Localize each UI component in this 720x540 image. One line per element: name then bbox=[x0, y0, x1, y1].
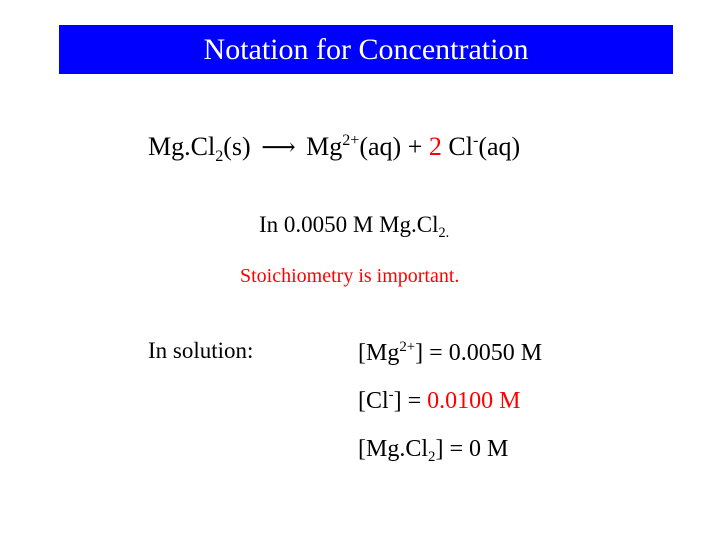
title-bar bbox=[59, 25, 673, 74]
context-subscript: 2. bbox=[438, 224, 450, 241]
product2-state: (aq) bbox=[478, 132, 521, 161]
reactant-subscript: 2 bbox=[215, 147, 224, 165]
conc-mgcl2-subscript: 2 bbox=[428, 449, 436, 466]
slide-title: Notation for Concentration bbox=[203, 32, 529, 66]
conc-mg-open: [Mg bbox=[358, 340, 400, 366]
product1-charge: 2+ bbox=[342, 132, 360, 150]
stoichiometry-note: Stoichiometry is important. bbox=[240, 265, 460, 287]
conc-mg-charge: 2+ bbox=[399, 339, 416, 356]
conc-cl-charge: - bbox=[388, 387, 394, 404]
in-solution-label: In solution: bbox=[148, 338, 254, 363]
reaction-arrow-icon: ⟶ bbox=[261, 133, 296, 161]
dissociation-equation bbox=[148, 132, 521, 165]
stoichiometric-coefficient: 2 bbox=[428, 132, 442, 161]
conc-cl-open: [Cl bbox=[358, 388, 389, 414]
conc-mgcl2-open: [Mg.Cl bbox=[358, 436, 429, 462]
product2-charge: - bbox=[472, 132, 479, 150]
concentration-mgcl2 bbox=[358, 436, 509, 466]
concentration-cl bbox=[358, 388, 521, 415]
product2-formula: Cl bbox=[448, 132, 473, 161]
reactant-state: (s) bbox=[223, 132, 251, 161]
product1-formula: Mg bbox=[306, 132, 343, 161]
conc-mgcl2-value: ] = 0 M bbox=[435, 436, 509, 462]
conc-mg-value: ] = 0.0050 M bbox=[415, 340, 543, 366]
concentration-mg bbox=[358, 340, 542, 367]
reactant-formula: Mg.Cl bbox=[148, 132, 216, 161]
solution-context bbox=[259, 212, 450, 241]
context-text: In 0.0050 M Mg.Cl bbox=[259, 212, 439, 237]
conc-cl-equals: ] = bbox=[393, 388, 428, 414]
conc-cl-value: 0.0100 M bbox=[427, 388, 521, 414]
product1-state: (aq) + bbox=[359, 132, 423, 161]
